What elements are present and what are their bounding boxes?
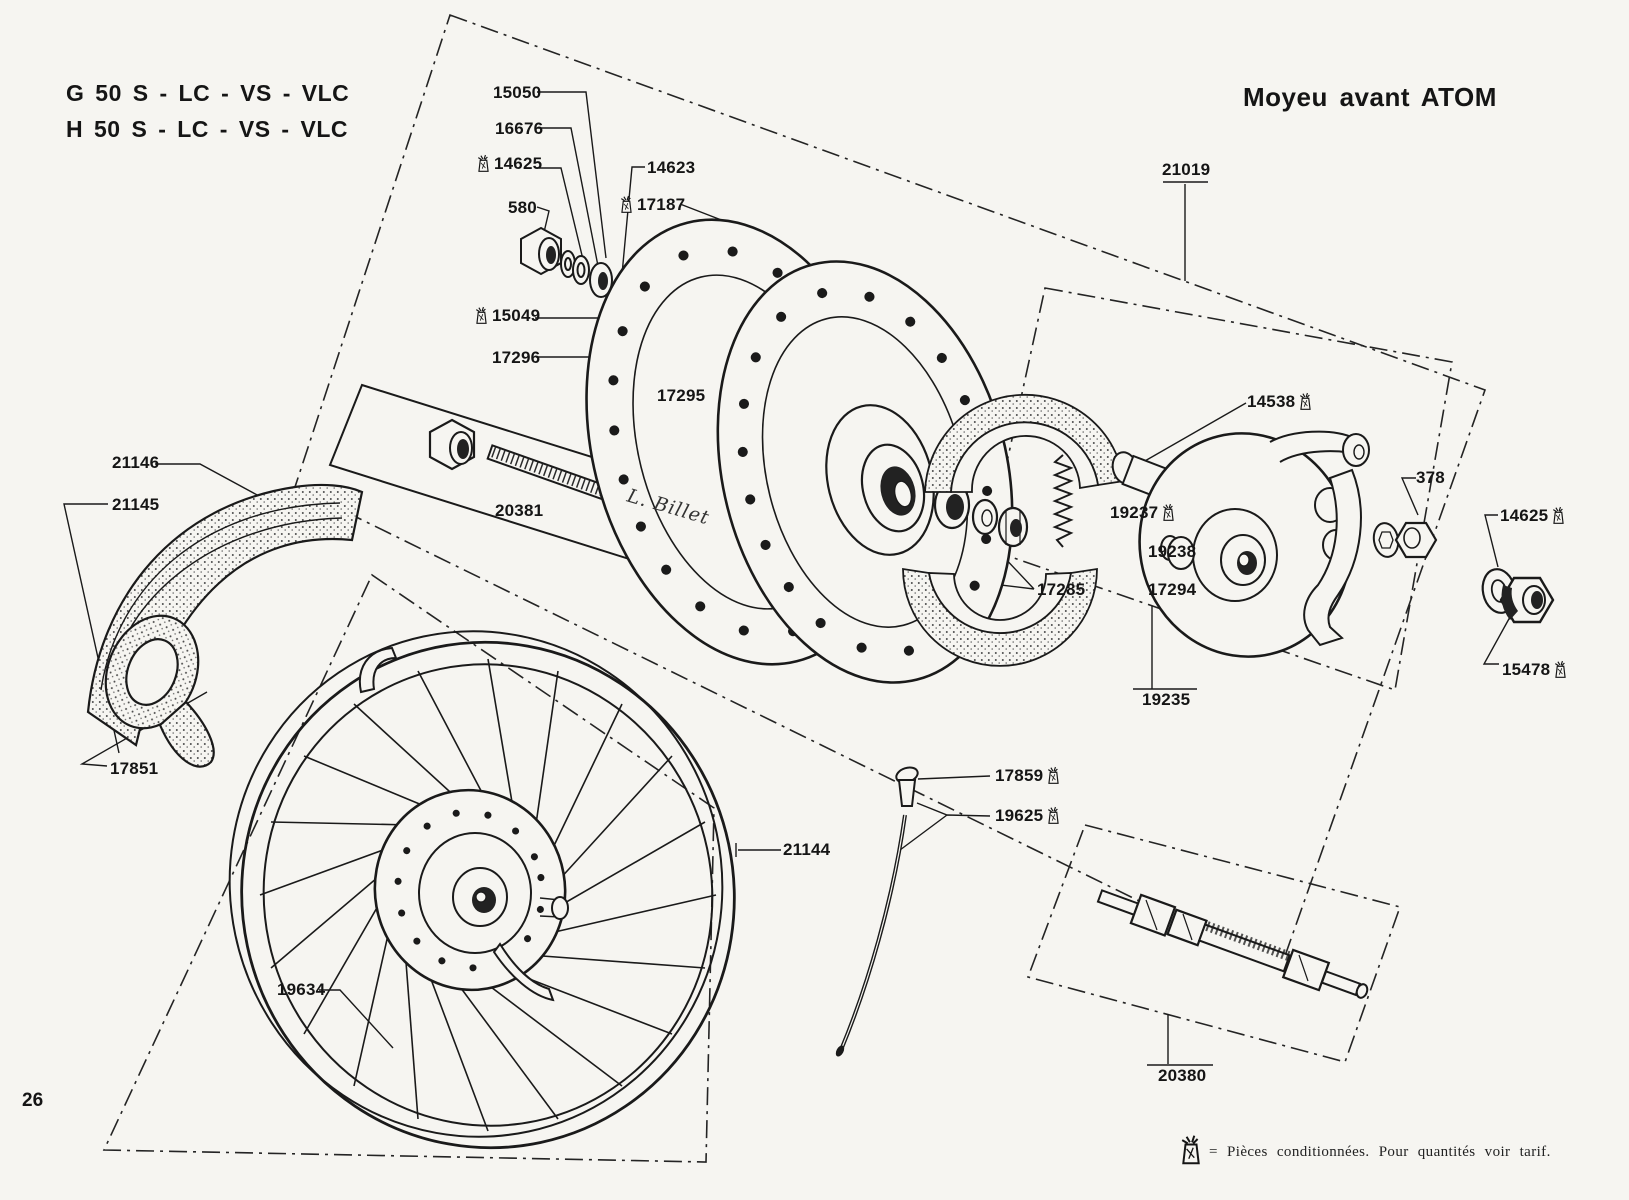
part-label-20381: 20381: [495, 501, 544, 520]
part-label-19235: 19235: [1142, 690, 1191, 709]
part-label-580: 580: [508, 198, 537, 217]
part-label-17295: 17295: [657, 386, 706, 405]
part-label-21146: 21146: [112, 453, 160, 472]
flexible-shaft-drawing: [1098, 890, 1369, 999]
part-label-14625-front: 14625: [477, 154, 542, 173]
part-label-17859: 17859: [995, 766, 1060, 785]
footnote-text: = Pièces conditionnées. Pour quantités voir tarif.: [1209, 1144, 1551, 1160]
spoke-drawing: [834, 765, 920, 1058]
parts-bag-icon: [1047, 806, 1060, 825]
parts-bag-icon: [1299, 392, 1312, 411]
page-title: Moyeu avant ATOM: [1243, 82, 1497, 112]
part-label-15049: 15049: [475, 306, 540, 325]
part-label-21144: 21144: [783, 840, 831, 859]
part-label-17294: 17294: [1148, 580, 1197, 599]
parts-bag-icon: [475, 306, 488, 325]
part-label-14625-rear: 14625: [1500, 506, 1565, 525]
part-label-17296: 17296: [492, 348, 541, 367]
parts-bag-icon: [1162, 503, 1175, 522]
model-line-2: H 50 S - LC - VS - VLC: [66, 116, 348, 142]
part-label-21145: 21145: [112, 495, 160, 514]
tire-section-drawing: [88, 485, 362, 767]
part-label-19238: 19238: [1148, 542, 1197, 561]
axle-nut-drawing: [1479, 566, 1553, 622]
part-label-14623: 14623: [647, 158, 696, 177]
parts-bag-icon: [1552, 506, 1565, 525]
part-label-21019: 21019: [1162, 160, 1211, 179]
parts-bag-icon: [477, 154, 490, 173]
page-number: 26: [22, 1090, 44, 1111]
wheel-drawing: [183, 585, 781, 1193]
part-label-378: 378: [1416, 468, 1445, 487]
part-label-15050: 15050: [493, 83, 542, 102]
parts-bag-icon: [1554, 660, 1567, 679]
part-label-19625: 19625: [995, 806, 1060, 825]
part-label-19634: 19634: [277, 980, 326, 999]
part-label-20380: 20380: [1158, 1066, 1207, 1085]
signature-script: L. Billet: [624, 484, 713, 530]
parts-bag-icon: [620, 195, 633, 214]
part-label-15478: 15478: [1502, 660, 1567, 679]
model-line-1: G 50 S - LC - VS - VLC: [66, 80, 350, 106]
part-label-17187: 17187: [620, 195, 685, 214]
part-label-17851: 17851: [110, 759, 159, 778]
parts-bag-icon-large: [1180, 1132, 1202, 1168]
part-label-19237: 19237: [1110, 503, 1175, 522]
parts-bag-icon: [1047, 766, 1060, 785]
part-label-14538: 14538: [1247, 392, 1312, 411]
part-label-17285: 17285: [1037, 580, 1086, 599]
part-label-16676: 16676: [495, 119, 544, 138]
